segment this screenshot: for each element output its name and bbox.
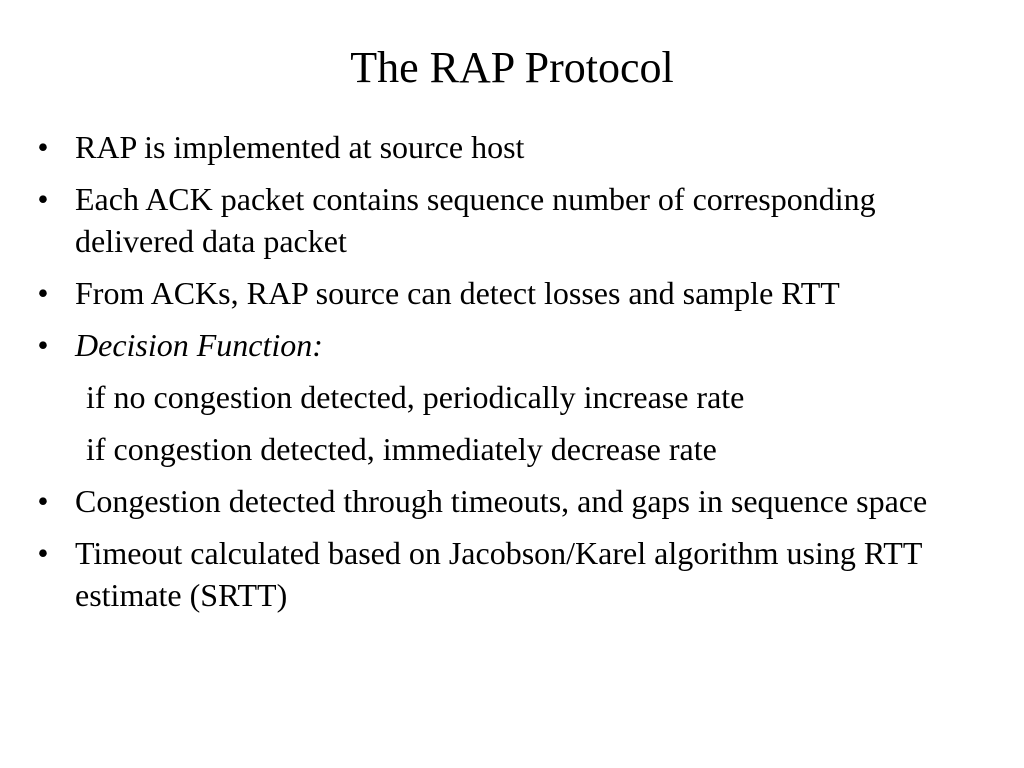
bullet-item-rap-source-host [0, 126, 1024, 168]
sub-item-text: if congestion detected, immediately decrease rate [86, 431, 717, 467]
bullet-item-timeout-calculation [0, 532, 1024, 616]
bullet-text: Congestion detected through timeouts, and gaps in sequence space [75, 483, 928, 519]
bullet-point-icon: • [37, 181, 49, 217]
bullet-item-ack-sequence [0, 178, 1024, 262]
bullet-item-congestion-detected [0, 480, 1024, 522]
bullet-text: Decision Function: [75, 327, 323, 363]
bullet-text: From ACKs, RAP source can detect losses and sample RTT [75, 275, 840, 311]
sub-item-decrease-rate [0, 428, 1024, 470]
bullet-point-icon: • [37, 483, 49, 519]
sub-item-increase-rate [0, 376, 1024, 418]
bullet-item-detect-losses [0, 272, 1024, 314]
slide-title: The RAP Protocol [350, 43, 674, 92]
bullet-text: Timeout calculated based on Jacobson/Karel algorithm using RTT estimate (SRTT) [75, 535, 922, 613]
sub-item-text: if no congestion detected, periodically increase rate [86, 379, 745, 415]
bullet-point-icon: • [37, 327, 49, 363]
bullet-item-decision-function [0, 324, 1024, 366]
bullet-list [0, 126, 1024, 626]
bullet-text: Each ACK packet contains sequence number of corresponding delivered data packet [75, 181, 876, 259]
bullet-point-icon: • [37, 535, 49, 571]
bullet-point-icon: • [37, 275, 49, 311]
bullet-point-icon: • [37, 129, 49, 165]
bullet-text: RAP is implemented at source host [75, 129, 525, 165]
